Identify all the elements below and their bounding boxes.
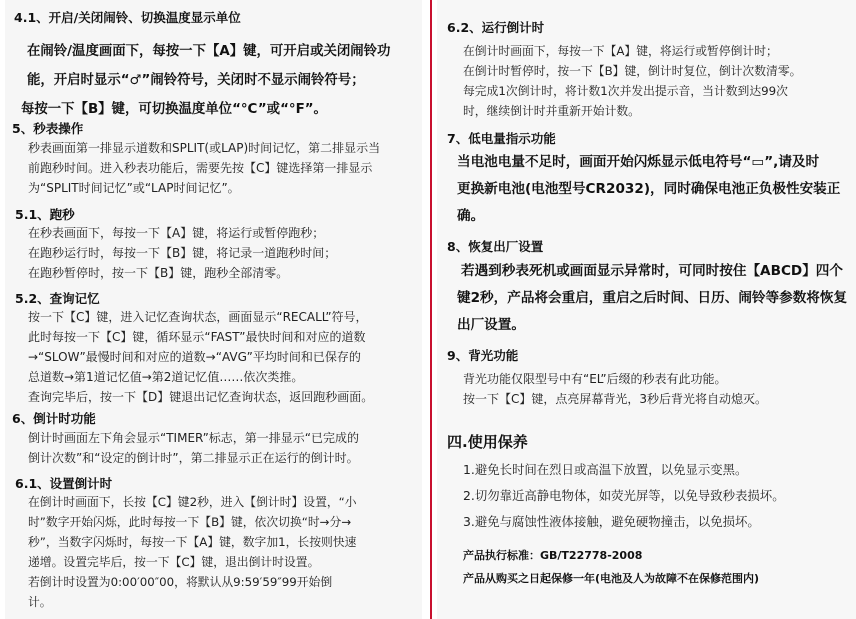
section-6-1-body: 在倒计时画面下，长按【C】键2秒，进入【倒计时】设置，“小 时”数字开始闪烁，此时每按一下【B】键，依次切换“时→分→ 秒”，当数字闪烁时，每按一下【A】键，数字加1，长按则快速 递增。设置完毕后，按一下【C】键，退出倒计时设置。 若倒计时设置为0:00′00″00，将默认从9:59′59″99开始倒 计。 (28, 495, 357, 609)
section-maintenance-body: 1.避免长时间在烈日或高温下放置，以免显示变黑。 2.切勿靠近高静电物体，如荧光屏等，以免导致秒表损坏。 3.避免与腐蚀性液体接触，避免硬物撞击，以免损坏。 (463, 462, 785, 529)
section-5-2-title: 5.2、查询记忆 (15, 291, 100, 306)
section-6-body: 倒计时画面左下角会显示“TIMER”标志，第一排显示“已完成的 倒计次数”和“设定的倒计时”，第二排显示正在运行的倒计时。 (28, 431, 360, 465)
section-6-2-body: 在倒计时画面下，每按一下【A】键，将运行或暂停倒计时； 在倒计时暂停时，按一下【B】键，倒计时复位，倒计次数清零。 每完成1次倒计时，将计数1次并发出提示音，当计数到达99次 时，继续倒计时并重新开始计数。 (463, 44, 802, 118)
section-6-1-title: 6.1、设置倒计时 (15, 476, 113, 491)
section-7-title: 7、低电量指示功能 (447, 131, 556, 146)
section-4-1-body: 在闹铃/温度画面下，每按一下【A】键，可开启或关闭闹铃功 能，开启时显示“♂”闹铃符号，关闭时不显示闹铃符号； 每按一下【B】键，可切换温度单位“°C”或“°F”。 (21, 44, 391, 117)
section-5-title: 5、秒表操作 (12, 121, 84, 136)
section-8-title: 8、恢复出厂设置 (447, 239, 544, 254)
section-9-body: 背光功能仅限型号中有“EL”后缀的秒表有此功能。 按一下【C】键，点亮屏幕背光，3秒后背光将自动熄灭。 (463, 372, 768, 406)
section-maintenance-title: 四.使用保养 (447, 433, 528, 451)
section-8-body: 若遇到秒表死机或画面显示异常时，可同时按住【ABCD】四个 键2秒，产品将会重启，重启之后时间、日历、闹铃等参数将恢复 出厂设置。 (457, 263, 848, 333)
section-5-1-body: 在秒表画面下，每按一下【A】键，将运行或暂停跑秒； 在跑秒运行时，每按一下【B】键，将记录一道跑秒时间； 在跑秒暂停时，按一下【B】键，跑秒全部清零。 (28, 226, 337, 280)
section-6-title: 6、倒计时功能 (12, 411, 96, 426)
product-standard: 产品执行标准：GB/T22778-2008 (463, 549, 643, 562)
right-page (437, 0, 856, 619)
warranty-note: 产品从购买之日起保修一年(电池及人为故障不在保修范围内) (463, 572, 760, 585)
left-page (5, 0, 422, 619)
section-5-body: 秒表画面第一排显示道数和SPLIT(或LAP)时间记忆，第二排显示当 前跑秒时间。进入秒表功能后，需要先按【C】键选择第一排显示 为“SPLIT时间记忆”或“LAP时间记忆”。 (28, 141, 381, 195)
section-5-1-title: 5.1、跑秒 (15, 207, 75, 222)
section-7-body: 当电池电量不足时，画面开始闪烁显示低电符号“▭”,请及时 更换新电池(电池型号CR2032)，同时确保电池正负极性安装正 确。 (457, 154, 841, 224)
section-9-title: 9、背光功能 (447, 348, 519, 363)
section-6-2-title: 6.2、运行倒计时 (447, 20, 545, 35)
section-4-1-title: 4.1、开启/关闭闹铃、切换温度显示单位 (14, 10, 241, 25)
page-divider (430, 0, 432, 619)
section-5-2-body: 按一下【C】键，进入记忆查询状态，画面显示“RECALL”符号， 此时每按一下【C】键，循环显示“FAST”最快时间和对应的道数 →“SLOW”最慢时间和对应的道数→“AVG”平均时间和已保存的 总道数→第1道记忆值→第2道记忆值……依次类推。 查询完毕后，按一下【D】键退出记忆查询状态，返回跑秒画面。 (28, 310, 374, 404)
